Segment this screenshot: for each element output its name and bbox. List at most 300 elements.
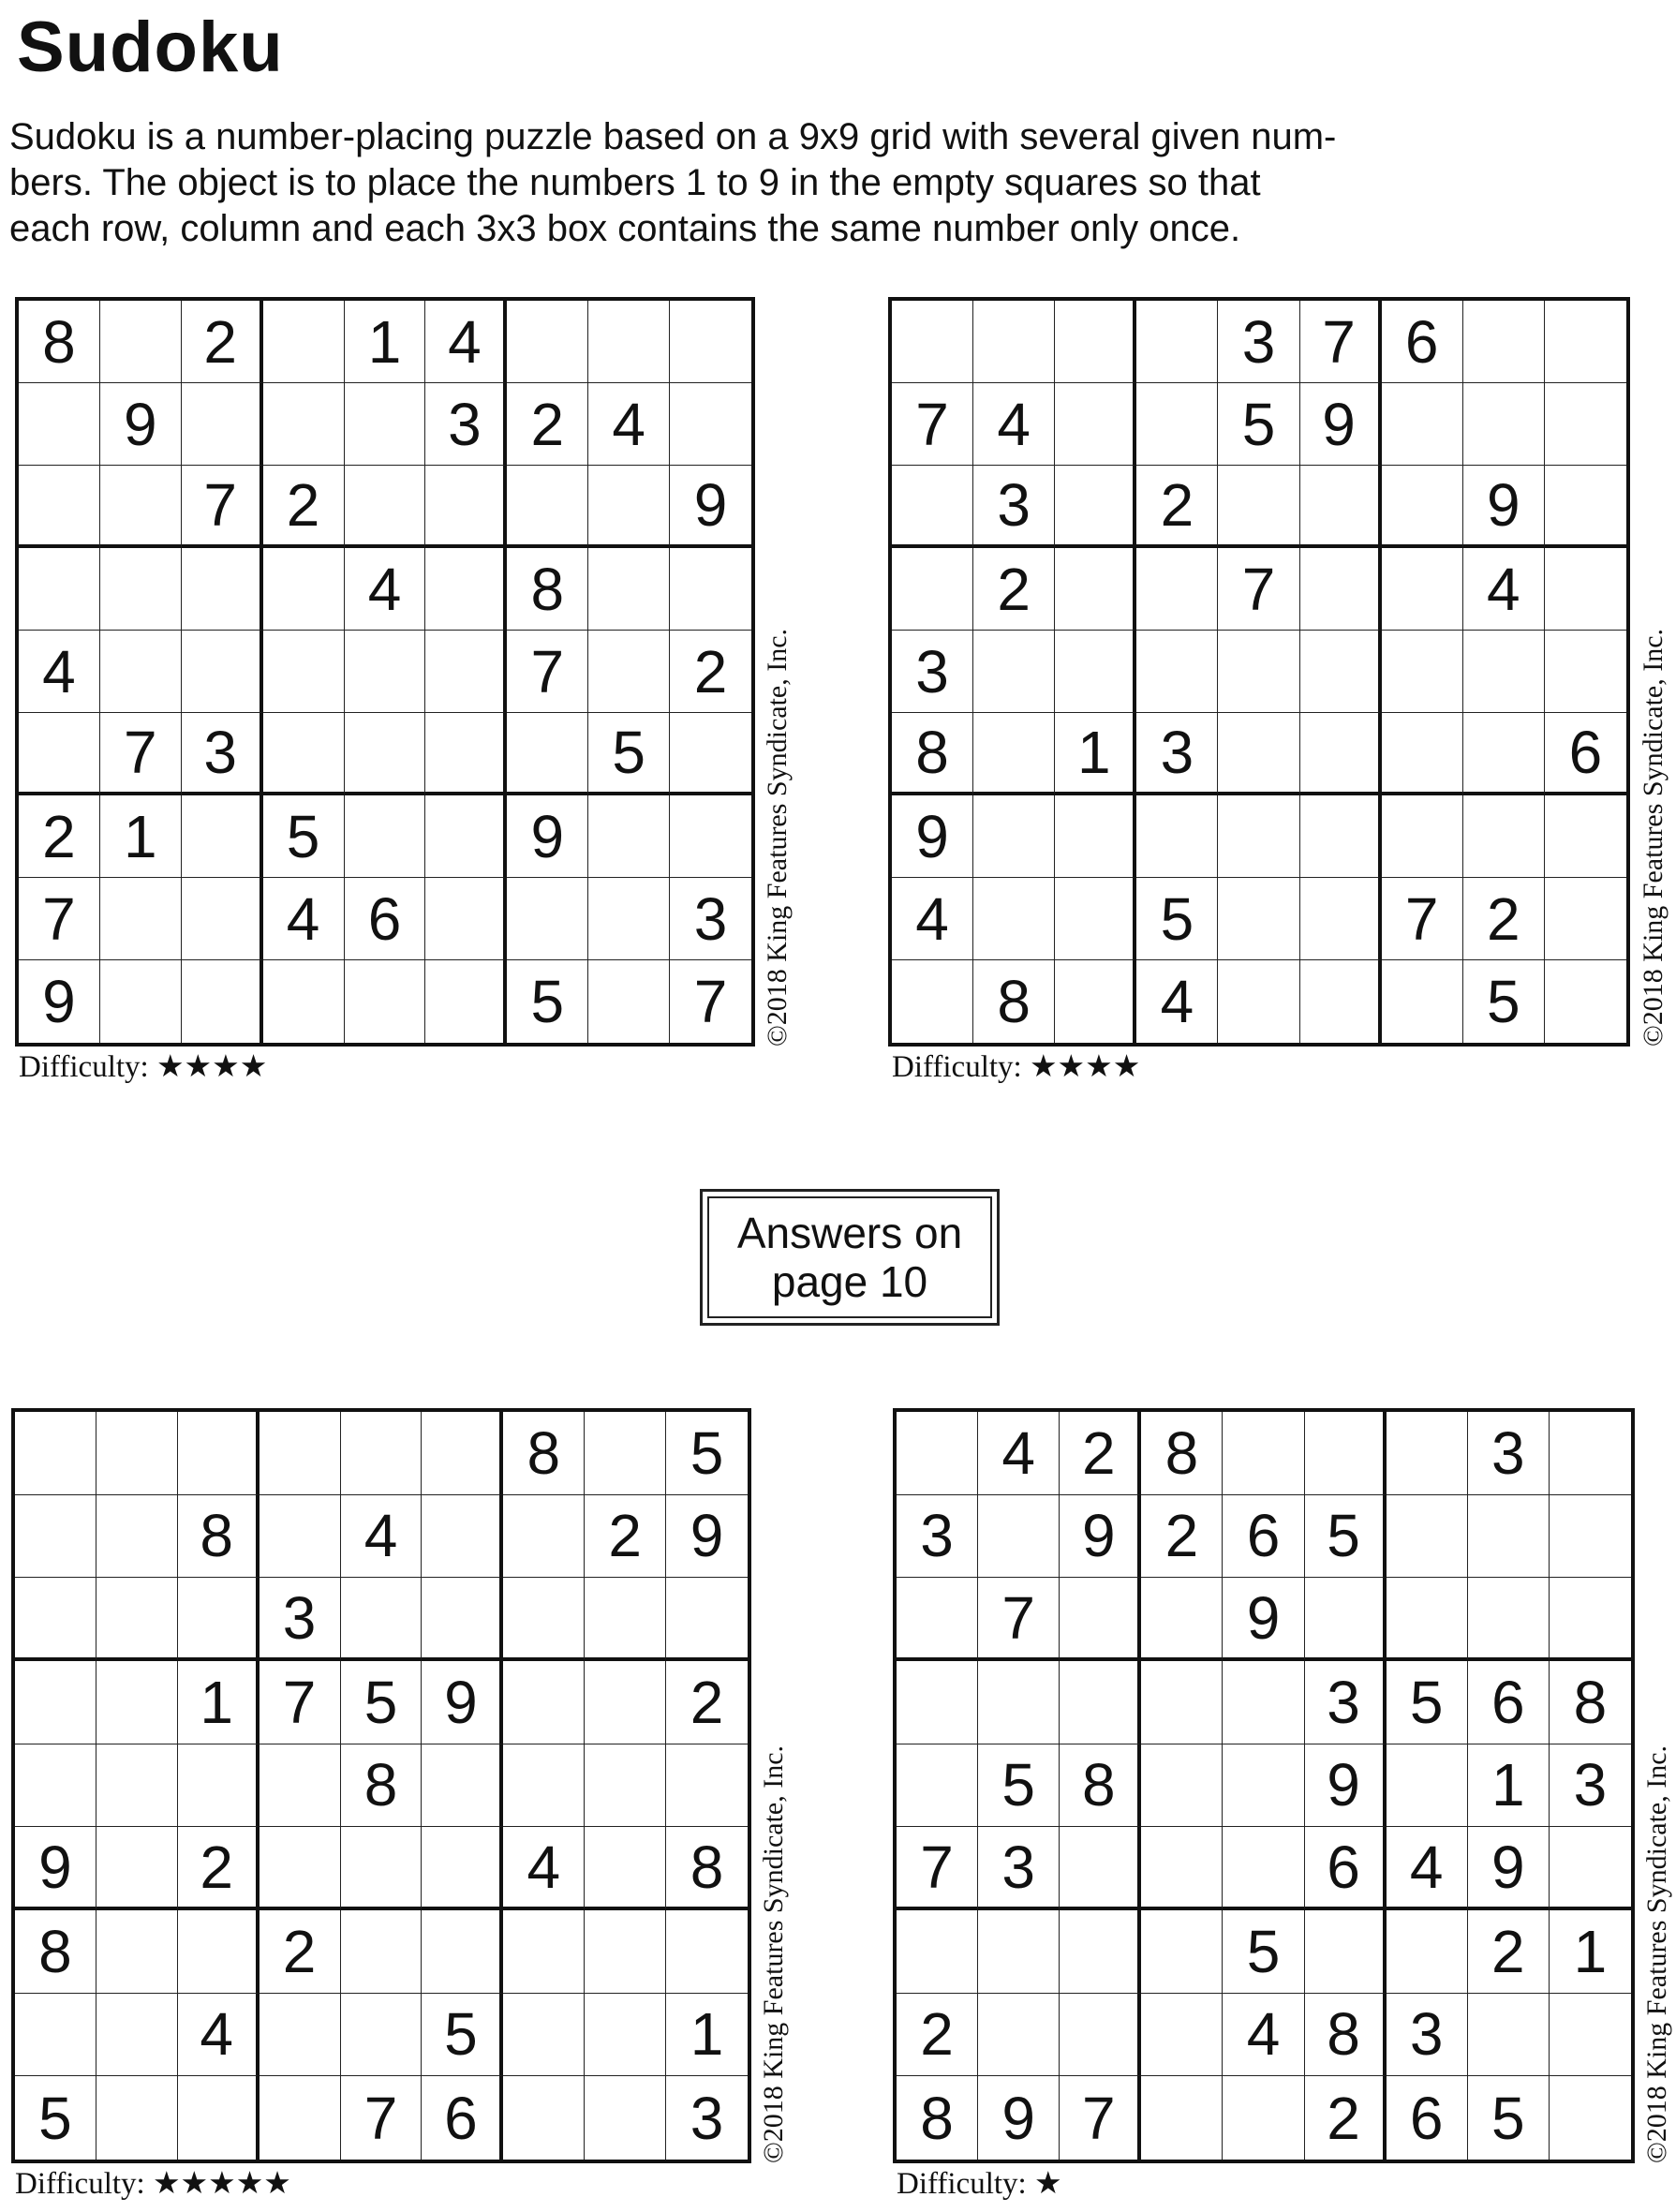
sudoku-cell-r1-c2	[973, 301, 1055, 383]
sudoku-cell-r5-c7	[1387, 1744, 1468, 1828]
sudoku-cell-r9-c7: 5	[507, 960, 588, 1043]
sudoku-cell-r6-c3	[1060, 1827, 1141, 1910]
sudoku-cell-r6-c2	[96, 1827, 178, 1910]
sudoku-grid	[893, 1408, 1635, 2163]
sudoku-cell-r6-c4: 3	[1136, 713, 1218, 795]
sudoku-grid	[15, 297, 755, 1047]
sudoku-cell-r7-c8	[1463, 795, 1545, 878]
sudoku-cell-r5-c3	[178, 1744, 260, 1828]
sudoku-cell-r7-c4: 5	[263, 795, 345, 878]
sudoku-cell-r6-c3: 3	[182, 713, 263, 795]
sudoku-cell-r7-c5	[341, 1910, 423, 1994]
sudoku-cell-r1-c7	[1387, 1412, 1468, 1495]
sudoku-cell-r6-c8	[585, 1827, 666, 1910]
sudoku-cell-r8-c1: 4	[892, 878, 973, 960]
sudoku-cell-r1-c3: 2	[182, 301, 263, 383]
sudoku-cell-r9-c4	[1141, 2076, 1223, 2160]
sudoku-cell-r1-c1: 8	[19, 301, 100, 383]
sudoku-cell-r6-c1	[19, 713, 100, 795]
sudoku-cell-r2-c5: 6	[1223, 1495, 1304, 1579]
difficulty-stars: ★	[1033, 2167, 1062, 2201]
intro-line: Sudoku is a number-placing puzzle based on a 9x9 grid with several given num-	[9, 116, 1337, 157]
sudoku-cell-r9-c8	[585, 2076, 666, 2160]
sudoku-cell-r3-c8	[588, 466, 670, 548]
sudoku-cell-r3-c1	[897, 1578, 978, 1661]
sudoku-cell-r5-c2	[973, 631, 1055, 713]
sudoku-cell-r7-c8	[585, 1910, 666, 1994]
sudoku-cell-r4-c5: 4	[345, 548, 426, 631]
sudoku-cell-r7-c2: 1	[100, 795, 182, 878]
sudoku-cell-r2-c3	[1055, 383, 1136, 466]
sudoku-cell-r8-c7	[503, 1994, 585, 2077]
sudoku-cell-r9-c1: 9	[19, 960, 100, 1043]
sudoku-cell-r3-c3	[1060, 1578, 1141, 1661]
sudoku-cell-r8-c5	[341, 1994, 423, 2077]
sudoku-cell-r8-c5: 6	[345, 878, 426, 960]
sudoku-cell-r1-c4	[263, 301, 345, 383]
sudoku-cell-r1-c9	[1550, 1412, 1631, 1495]
sudoku-cell-r4-c6	[1300, 548, 1382, 631]
sudoku-cell-r4-c5: 7	[1218, 548, 1299, 631]
sudoku-cell-r6-c6	[422, 1827, 503, 1910]
sudoku-cell-r6-c8: 9	[1468, 1827, 1550, 1910]
sudoku-cell-r9-c3	[178, 2076, 260, 2160]
sudoku-cell-r9-c9: 7	[693, 968, 728, 1035]
sudoku-cell-r8-c4: 5	[1136, 878, 1218, 960]
sudoku-cell-r6-c1: 9	[15, 1827, 96, 1910]
sudoku-cell-r8-c1: 2	[897, 1994, 978, 2077]
sudoku-cell-r9-c7	[1382, 960, 1463, 1043]
sudoku-cell-r5-c4	[1141, 1744, 1223, 1828]
sudoku-cell-r9-c9	[1545, 960, 1626, 1043]
sudoku-cell-r6-c4	[260, 1827, 341, 1910]
difficulty-rating	[892, 1048, 1140, 1086]
sudoku-cell-r2-c4	[260, 1495, 341, 1579]
sudoku-cell-r4-c3	[1055, 548, 1136, 631]
sudoku-puzzle-3	[11, 1408, 789, 2210]
sudoku-cell-r9-c8: 5	[1468, 2076, 1550, 2160]
sudoku-cell-r3-c5	[341, 1578, 423, 1661]
sudoku-cell-r7-c9	[666, 1910, 748, 1994]
sudoku-cell-r6-c9	[670, 713, 751, 795]
sudoku-cell-r6-c2	[973, 713, 1055, 795]
sudoku-cell-r3-c8: 9	[1463, 466, 1545, 548]
sudoku-cell-r9-c4	[263, 960, 345, 1043]
sudoku-cell-r5-c9	[666, 1744, 748, 1828]
sudoku-cell-r4-c3	[182, 548, 263, 631]
difficulty-label: Difficulty:	[897, 2167, 1027, 2201]
answers-note	[700, 1189, 1000, 1326]
sudoku-cell-r1-c7: 6	[1382, 301, 1463, 383]
sudoku-cell-r8-c2	[96, 1994, 178, 2077]
sudoku-cell-r3-c4: 2	[263, 466, 345, 548]
sudoku-cell-r1-c2: 4	[978, 1412, 1060, 1495]
sudoku-cell-r2-c3: 9	[1060, 1495, 1141, 1579]
sudoku-cell-r3-c2	[96, 1578, 178, 1661]
sudoku-cell-r2-c8	[1463, 383, 1545, 466]
answers-note-line: Answers on	[736, 1209, 963, 1257]
sudoku-cell-r4-c4	[1141, 1661, 1223, 1744]
sudoku-cell-r7-c1: 8	[15, 1910, 96, 1994]
sudoku-cell-r3-c5	[345, 466, 426, 548]
sudoku-cell-r2-c4	[1136, 383, 1218, 466]
sudoku-cell-r2-c8: 4	[588, 383, 670, 466]
difficulty-stars: ★★★★★	[152, 2167, 291, 2201]
sudoku-cell-r8-c5	[1218, 878, 1299, 960]
sudoku-cell-r2-c1: 7	[892, 383, 973, 466]
sudoku-cell-r4-c6: 9	[422, 1661, 503, 1744]
sudoku-cell-r6-c5	[345, 713, 426, 795]
sudoku-cell-r4-c2: 2	[973, 548, 1055, 631]
sudoku-cell-r9-c9	[1550, 2076, 1631, 2160]
sudoku-cell-r5-c5: 8	[341, 1744, 423, 1828]
sudoku-cell-r5-c3	[1055, 631, 1136, 713]
sudoku-cell-r8-c8	[588, 878, 670, 960]
sudoku-cell-r1-c4	[1136, 301, 1218, 383]
sudoku-cell-r2-c2: 9	[100, 383, 182, 466]
sudoku-cell-r5-c8	[588, 631, 670, 713]
sudoku-cell-r3-c8	[1468, 1578, 1550, 1661]
copyright-notice: ©2018 King Features Syndicate, Inc.	[758, 1744, 789, 2163]
sudoku-cell-r7-c3	[178, 1910, 260, 1994]
sudoku-cell-r5-c3	[182, 631, 263, 713]
sudoku-puzzle-1	[15, 297, 793, 1084]
sudoku-cell-r9-c2: 9	[978, 2076, 1060, 2160]
sudoku-cell-r3-c1	[19, 466, 100, 548]
sudoku-cell-r7-c8: 2	[1468, 1910, 1550, 1994]
sudoku-cell-r5-c6	[422, 1744, 503, 1828]
sudoku-cell-r8-c1	[15, 1994, 96, 2077]
sudoku-cell-r3-c9: 9	[670, 466, 751, 548]
sudoku-cell-r5-c7: 7	[507, 631, 588, 713]
sudoku-cell-r2-c4: 2	[1141, 1495, 1223, 1579]
sudoku-cell-r4-c4	[1136, 548, 1218, 631]
sudoku-cell-r6-c8: 5	[588, 713, 670, 795]
sudoku-cell-r3-c4: 3	[260, 1578, 341, 1661]
sudoku-cell-r4-c5: 5	[341, 1661, 423, 1744]
sudoku-cell-r5-c4	[260, 1744, 341, 1828]
sudoku-cell-r6-c5	[1218, 713, 1299, 795]
sudoku-cell-r8-c7: 3	[1387, 1994, 1468, 2077]
sudoku-cell-r9-c1: 5	[15, 2076, 96, 2160]
sudoku-cell-r5-c2	[96, 1744, 178, 1828]
sudoku-cell-r3-c7	[1382, 466, 1463, 548]
sudoku-cell-r8-c9	[1550, 1994, 1631, 2077]
difficulty-stars: ★★★★	[1029, 1050, 1141, 1084]
sudoku-cell-r7-c5	[345, 795, 426, 878]
sudoku-cell-r4-c6: 3	[1305, 1661, 1387, 1744]
copyright-notice: ©2018 King Features Syndicate, Inc.	[1638, 628, 1669, 1047]
sudoku-cell-r8-c8: 2	[1463, 878, 1545, 960]
sudoku-cell-r2-c5	[345, 383, 426, 466]
sudoku-cell-r4-c9	[670, 548, 751, 631]
answers-note-line: page 10	[771, 1257, 928, 1306]
sudoku-cell-r4-c4	[263, 548, 345, 631]
sudoku-cell-r7-c7	[1387, 1910, 1468, 1994]
sudoku-cell-r3-c9	[1550, 1578, 1631, 1661]
sudoku-cell-r2-c8	[1468, 1495, 1550, 1579]
sudoku-cell-r3-c1	[892, 466, 973, 548]
sudoku-cell-r4-c7: 5	[1387, 1661, 1468, 1744]
sudoku-cell-r8-c9: 1	[666, 1994, 748, 2077]
sudoku-cell-r4-c1	[19, 548, 100, 631]
sudoku-cell-r8-c9: 3	[670, 878, 751, 960]
sudoku-cell-r5-c2: 5	[978, 1744, 1060, 1828]
sudoku-cell-r8-c2	[978, 1994, 1060, 2077]
sudoku-cell-r8-c6	[1300, 878, 1382, 960]
sudoku-cell-r9-c4: 4	[1136, 960, 1218, 1043]
sudoku-cell-r5-c3: 8	[1060, 1744, 1141, 1828]
sudoku-cell-r2-c2	[96, 1495, 178, 1579]
sudoku-cell-r1-c5: 1	[345, 301, 426, 383]
sudoku-cell-r9-c2: 8	[973, 960, 1055, 1043]
sudoku-cell-r6-c5	[1223, 1827, 1304, 1910]
sudoku-cell-r7-c9	[1545, 795, 1626, 878]
sudoku-cell-r1-c9	[670, 301, 751, 383]
sudoku-cell-r6-c6	[425, 713, 507, 795]
sudoku-cell-r8-c2	[973, 878, 1055, 960]
sudoku-cell-r2-c1	[19, 383, 100, 466]
sudoku-cell-r5-c1: 3	[892, 631, 973, 713]
sudoku-cell-r4-c2	[100, 548, 182, 631]
sudoku-cell-r2-c5: 5	[1218, 383, 1299, 466]
sudoku-puzzle-2	[888, 297, 1669, 1084]
sudoku-cell-r4-c9	[1545, 548, 1626, 631]
sudoku-cell-r2-c6: 5	[1305, 1495, 1387, 1579]
sudoku-cell-r9-c2	[96, 2076, 178, 2160]
sudoku-cell-r6-c8	[1463, 713, 1545, 795]
sudoku-cell-r9-c5: 7	[341, 2076, 423, 2160]
sudoku-cell-r9-c3: 7	[1060, 2076, 1141, 2160]
sudoku-cell-r1-c2	[96, 1412, 178, 1495]
sudoku-cell-r1-c3	[1055, 301, 1136, 383]
sudoku-cell-r4-c8	[585, 1661, 666, 1744]
sudoku-cell-r8-c9	[1545, 878, 1626, 960]
sudoku-cell-r6-c6	[1300, 713, 1382, 795]
sudoku-cell-r2-c3	[182, 383, 263, 466]
sudoku-cell-r2-c3: 8	[178, 1495, 260, 1579]
sudoku-cell-r9-c3	[1055, 960, 1136, 1043]
sudoku-cell-r5-c4	[1136, 631, 1218, 713]
sudoku-cell-r4-c9: 2	[666, 1661, 748, 1744]
copyright-notice: ©2018 King Features Syndicate, Inc.	[762, 628, 793, 1047]
sudoku-cell-r3-c6	[422, 1578, 503, 1661]
sudoku-cell-r4-c1	[897, 1661, 978, 1744]
sudoku-cell-r3-c9	[1545, 466, 1626, 548]
difficulty-stars: ★★★★	[156, 1050, 268, 1084]
difficulty-rating	[19, 1048, 267, 1086]
sudoku-cell-r7-c2	[96, 1910, 178, 1994]
difficulty-label: Difficulty:	[15, 2167, 145, 2201]
sudoku-cell-r1-c7: 8	[503, 1412, 585, 1495]
sudoku-cell-r1-c3	[178, 1412, 260, 1495]
sudoku-cell-r7-c6	[1300, 795, 1382, 878]
sudoku-cell-r2-c1: 3	[897, 1495, 978, 1579]
sudoku-cell-r2-c6: 3	[425, 383, 507, 466]
sudoku-cell-r5-c6: 9	[1305, 1744, 1387, 1828]
sudoku-cell-r7-c4: 2	[260, 1910, 341, 1994]
sudoku-cell-r1-c7	[507, 301, 588, 383]
sudoku-cell-r6-c9: 8	[666, 1827, 748, 1910]
sudoku-cell-r3-c8	[585, 1578, 666, 1661]
sudoku-cell-r8-c6: 8	[1305, 1994, 1387, 2077]
sudoku-cell-r3-c7	[507, 466, 588, 548]
sudoku-cell-r7-c1: 9	[892, 795, 973, 878]
sudoku-cell-r4-c3: 1	[178, 1661, 260, 1744]
sudoku-cell-r1-c1	[892, 301, 973, 383]
sudoku-cell-r5-c7	[1382, 631, 1463, 713]
sudoku-cell-r6-c9: 6	[1545, 713, 1626, 795]
sudoku-cell-r3-c2: 3	[973, 466, 1055, 548]
sudoku-cell-r8-c4: 4	[263, 878, 345, 960]
sudoku-cell-r6-c1: 8	[892, 713, 973, 795]
sudoku-cell-r4-c6	[425, 548, 507, 631]
sudoku-cell-r9-c5	[1223, 2076, 1304, 2160]
sudoku-cell-r1-c8: 3	[1468, 1412, 1550, 1495]
sudoku-cell-r9-c6	[425, 960, 507, 1043]
sudoku-cell-r7-c4	[1141, 1910, 1223, 1994]
sudoku-cell-r2-c9	[1550, 1495, 1631, 1579]
sudoku-cell-r9-c7: 6	[1387, 2076, 1468, 2160]
sudoku-cell-r5-c9: 3	[1550, 1744, 1631, 1828]
sudoku-cell-r1-c3: 2	[1060, 1412, 1141, 1495]
sudoku-cell-r6-c6: 6	[1305, 1827, 1387, 1910]
sudoku-cell-r3-c7	[503, 1578, 585, 1661]
sudoku-cell-r4-c8	[588, 548, 670, 631]
sudoku-cell-r1-c8	[588, 301, 670, 383]
sudoku-cell-r7-c3	[1055, 795, 1136, 878]
sudoku-cell-r4-c8: 6	[1468, 1661, 1550, 1744]
sudoku-cell-r1-c1	[15, 1412, 96, 1495]
sudoku-cell-r7-c7	[503, 1910, 585, 1994]
intro-line: each row, column and each 3x3 box contains the same number only once.	[9, 208, 1241, 249]
sudoku-cell-r6-c2: 3	[978, 1827, 1060, 1910]
sudoku-cell-r1-c6	[1305, 1412, 1387, 1495]
difficulty-label: Difficulty:	[19, 1050, 149, 1084]
sudoku-cell-r2-c2: 4	[973, 383, 1055, 466]
sudoku-cell-r7-c9: 1	[1550, 1910, 1631, 1994]
sudoku-cell-r4-c9: 8	[1550, 1661, 1631, 1744]
sudoku-cell-r4-c2	[96, 1661, 178, 1744]
sudoku-cell-r9-c3	[182, 960, 263, 1043]
sudoku-cell-r2-c7	[1382, 383, 1463, 466]
sudoku-cell-r7-c2	[973, 795, 1055, 878]
difficulty-label: Difficulty:	[892, 1050, 1022, 1084]
sudoku-cell-r7-c6	[425, 795, 507, 878]
sudoku-cell-r9-c1: 8	[897, 2076, 978, 2160]
sudoku-cell-r3-c1	[15, 1578, 96, 1661]
sudoku-cell-r7-c6	[1305, 1910, 1387, 1994]
sudoku-cell-r7-c7: 9	[507, 795, 588, 878]
sudoku-cell-r4-c7: 8	[507, 548, 588, 631]
sudoku-cell-r9-c7	[503, 2076, 585, 2160]
sudoku-cell-r5-c5	[1223, 1744, 1304, 1828]
sudoku-cell-r9-c9: 3	[690, 2084, 724, 2152]
sudoku-cell-r4-c2	[978, 1661, 1060, 1744]
sudoku-cell-r1-c2	[100, 301, 182, 383]
sudoku-puzzle-4	[893, 1408, 1672, 2210]
sudoku-cell-r4-c1	[892, 548, 973, 631]
sudoku-cell-r9-c6: 2	[1305, 2076, 1387, 2160]
sudoku-cell-r7-c2	[978, 1910, 1060, 1994]
sudoku-cell-r2-c9: 9	[666, 1495, 748, 1579]
page-title: Sudoku	[17, 7, 284, 87]
sudoku-cell-r3-c6	[425, 466, 507, 548]
sudoku-cell-r3-c4: 2	[1136, 466, 1218, 548]
sudoku-cell-r7-c8	[588, 795, 670, 878]
sudoku-cell-r8-c1: 7	[19, 878, 100, 960]
sudoku-cell-r7-c5	[1218, 795, 1299, 878]
sudoku-cell-r6-c7	[1382, 713, 1463, 795]
sudoku-cell-r3-c4	[1141, 1578, 1223, 1661]
sudoku-cell-r5-c9	[1545, 631, 1626, 713]
sudoku-cell-r7-c9	[670, 795, 751, 878]
sudoku-cell-r9-c8	[588, 960, 670, 1043]
sudoku-cell-r6-c7	[507, 713, 588, 795]
sudoku-cell-r6-c7: 4	[1387, 1827, 1468, 1910]
copyright-notice: ©2018 King Features Syndicate, Inc.	[1641, 1744, 1672, 2163]
sudoku-cell-r6-c4	[1141, 1827, 1223, 1910]
sudoku-cell-r6-c5	[341, 1827, 423, 1910]
sudoku-cell-r2-c9	[670, 383, 751, 466]
sudoku-cell-r5-c1	[15, 1744, 96, 1828]
sudoku-cell-r1-c1	[897, 1412, 978, 1495]
intro-line: bers. The object is to place the numbers 1 to 9 in the empty squares so that	[9, 162, 1261, 203]
sudoku-cell-r3-c6	[1300, 466, 1382, 548]
sudoku-cell-r5-c6	[425, 631, 507, 713]
sudoku-cell-r9-c5	[1218, 960, 1299, 1043]
sudoku-cell-r7-c3	[1060, 1910, 1141, 1994]
sudoku-cell-r1-c5	[341, 1412, 423, 1495]
sudoku-cell-r3-c2: 7	[978, 1578, 1060, 1661]
sudoku-cell-r2-c7: 2	[507, 383, 588, 466]
sudoku-cell-r8-c7: 7	[1382, 878, 1463, 960]
sudoku-cell-r3-c3	[178, 1578, 260, 1661]
sudoku-cell-r9-c4	[260, 2076, 341, 2160]
sudoku-cell-r4-c8: 4	[1463, 548, 1545, 631]
sudoku-cell-r1-c5	[1223, 1412, 1304, 1495]
sudoku-cell-r4-c1	[15, 1661, 96, 1744]
sudoku-cell-r8-c8	[1468, 1994, 1550, 2077]
sudoku-cell-r4-c5	[1223, 1661, 1304, 1744]
sudoku-cell-r2-c7	[1387, 1495, 1468, 1579]
sudoku-cell-r7-c7	[1382, 795, 1463, 878]
sudoku-cell-r2-c2	[978, 1495, 1060, 1579]
sudoku-cell-r9-c6: 6	[422, 2076, 503, 2160]
sudoku-cell-r8-c4	[260, 1994, 341, 2077]
sudoku-cell-r8-c8	[585, 1994, 666, 2077]
sudoku-cell-r5-c5	[345, 631, 426, 713]
sudoku-cell-r3-c3: 7	[182, 466, 263, 548]
sudoku-cell-r5-c2	[100, 631, 182, 713]
sudoku-cell-r6-c1: 7	[897, 1827, 978, 1910]
sudoku-cell-r4-c7	[1382, 548, 1463, 631]
sudoku-cell-r2-c9	[1545, 383, 1626, 466]
sudoku-cell-r8-c2	[100, 878, 182, 960]
sudoku-cell-r8-c3	[182, 878, 263, 960]
sudoku-cell-r8-c3: 4	[178, 1994, 260, 2077]
sudoku-cell-r1-c6: 4	[425, 301, 507, 383]
sudoku-cell-r4-c7	[503, 1661, 585, 1744]
difficulty-rating	[15, 2165, 291, 2203]
sudoku-cell-r6-c4	[263, 713, 345, 795]
sudoku-cell-r9-c5	[345, 960, 426, 1043]
sudoku-cell-r1-c6	[422, 1412, 503, 1495]
sudoku-cell-r1-c8	[585, 1412, 666, 1495]
sudoku-cell-r6-c9	[1550, 1827, 1631, 1910]
difficulty-rating	[897, 2165, 1062, 2203]
sudoku-cell-r7-c5: 5	[1223, 1910, 1304, 1994]
